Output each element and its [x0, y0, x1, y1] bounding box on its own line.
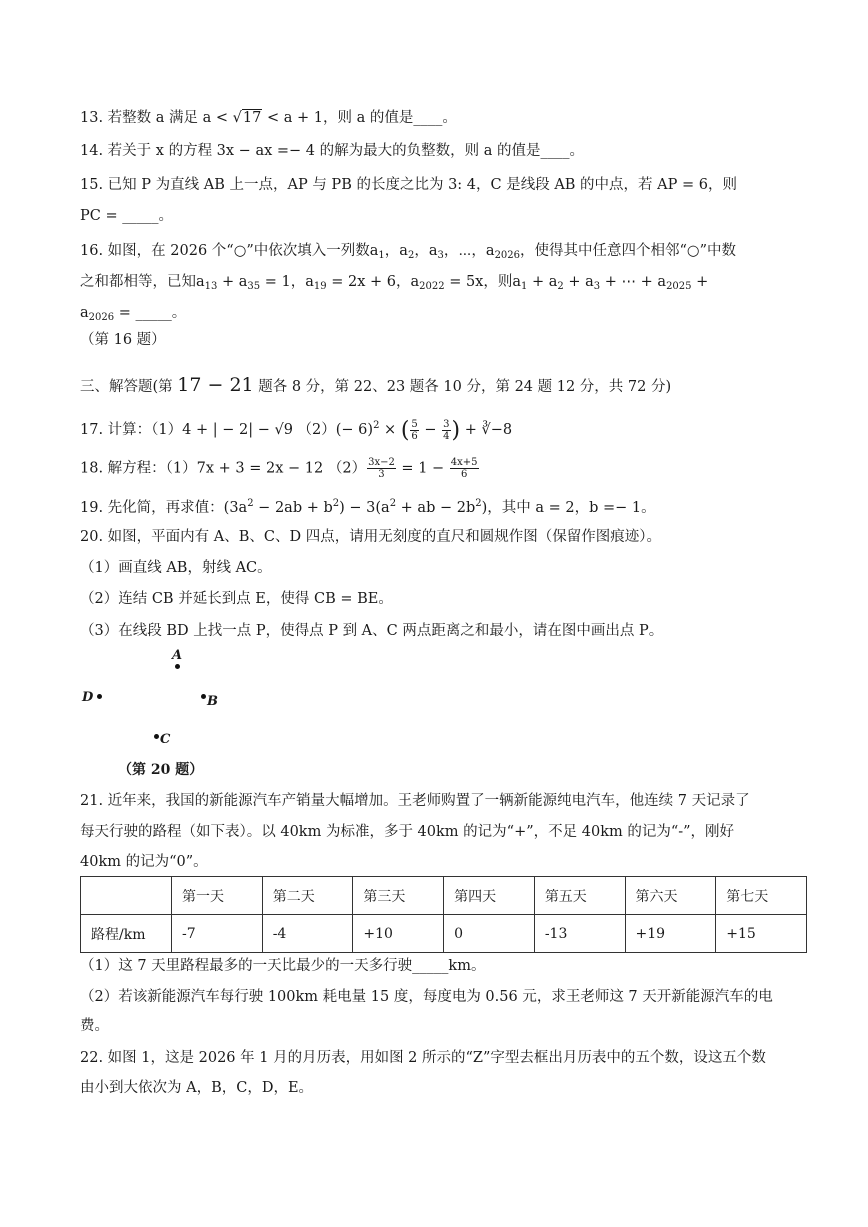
table-header-cell: 第五天 — [534, 877, 625, 915]
table-header-row — [81, 877, 807, 915]
question-14: 14. 若关于 x 的方程 3x − ax =− 4 的解为最大的负整数，则 a 的值是____。 — [80, 143, 584, 159]
table-header-cell — [81, 877, 172, 915]
mileage-table — [80, 876, 807, 953]
figure-20-caption: （第 20 题） — [118, 762, 204, 778]
table-row-label: 路程/km — [81, 915, 172, 953]
sqrt-symbol: √ — [232, 110, 242, 126]
fraction-3x-2-over-3: $\frac{3x-2}{3}$ — [368, 457, 395, 480]
question-21-line3: 40km 的记为“0”。 — [80, 854, 208, 870]
figure-16-caption: （第 16 题） — [80, 332, 166, 348]
question-22-line2: 由小到大依次为 A，B，C，D，E。 — [80, 1080, 314, 1096]
question-17: 17. 计算：（1）4 + | − 2| − √9 $(2)(- 6)^2$ × ( $\frac{5}{6}$ − $\frac{3}{4}$ ) + ∛−8 — [80, 418, 513, 443]
question-21-sub2-line2: 费。 — [80, 1018, 109, 1034]
table-cell: -13 — [534, 915, 625, 953]
question-13: 13. 若整数 a 满足 a < √17 < a + 1，则 a 的值是____。 — [80, 110, 457, 126]
question-20-line4: （3）在线段 BD 上找一点 P，使得点 P 到 A、C 两点距离之和最小，请在图中画出点 P。 — [80, 623, 664, 639]
table-header-cell: 第三天 — [353, 877, 444, 915]
section-3-header: 三、解答题(第 17 − 21 题各 8 分，第 22、23 题各 10 分，第 24 题 12 分，共 72 分) — [80, 374, 672, 396]
question-20-line1: 20. 如图，平面内有 A、B、C、D 四点，请用无刻度的直尺和圆规作图（保留作图痕迹）。 — [80, 529, 661, 545]
point-d-dot — [97, 694, 102, 699]
question-21-sub1: （1）这 7 天里路程最多的一天比最少的一天多行驶_____km。 — [80, 958, 486, 974]
fraction-5-6: $\frac{5}{6}$ — [411, 418, 418, 442]
table-cell: +10 — [353, 915, 444, 953]
fraction-4x+5-over-6: $\frac{4x+5}{6}$ — [450, 457, 478, 480]
question-21-sub2-line1: （2）若该新能源汽车每行驶 100km 耗电量 15 度，每度电为 0.56 元，求王老师这 7 天开新能源汽车的电 — [80, 989, 773, 1005]
table-cell: -4 — [262, 915, 353, 953]
question-16-line2: 之和都相等，已知$a_{13} + a_{35} = 1$，$a_{19} = 2x + 6$，$a_{2022} = 5x$，则$a_1 + a_2 + a_3$ + ⋯ + $a_{2025}$ + — [80, 274, 709, 292]
table-header-cell: 第二天 — [262, 877, 353, 915]
question-22-line1: 22. 如图 1，这是 2026 年 1 月的月历表，用如图 2 所示的“Z”字型去框出月历表中的五个数，设这五个数 — [80, 1050, 766, 1066]
point-label-c: C — [160, 732, 171, 747]
figure-20 — [80, 646, 280, 756]
table-cell: 0 — [444, 915, 535, 953]
table-header-cell: 第六天 — [625, 877, 716, 915]
point-label-a: A — [172, 648, 183, 663]
point-b-dot — [201, 694, 206, 699]
table-cell: +19 — [625, 915, 716, 953]
question-16-line3: $a_{2026}$ = _____。 — [80, 305, 187, 323]
point-label-d: D — [82, 690, 94, 705]
question-20-line3: （2）连结 CB 并延长到点 E，使得 CB = BE。 — [80, 591, 393, 607]
point-label-b: B — [207, 694, 218, 709]
table-cell: -7 — [172, 915, 263, 953]
table-row — [81, 915, 807, 953]
point-c-dot — [154, 734, 159, 739]
point-a-dot — [175, 664, 180, 669]
table-header-cell: 第一天 — [172, 877, 263, 915]
question-21-line1: 21. 近年来，我国的新能源汽车产销量大幅增加。王老师购置了一辆新能源纯电汽车，他连续 7 天记录了 — [80, 793, 750, 809]
question-15-line1: 15. 已知 P 为直线 AB 上一点，AP 与 PB 的长度之比为 3: 4，C 是线段 AB 的中点，若 AP = 6，则 — [80, 177, 737, 193]
question-15-line2: PC = _____。 — [80, 208, 173, 224]
fraction-3-4: $\frac{3}{4}$ — [443, 418, 450, 442]
question-21-line2: 每天行驶的路程（如下表）。以 40km 为标准，多于 40km 的记为“+”，不足 40km 的记为“-”，刚好 — [80, 824, 735, 840]
question-20-line2: （1）画直线 AB，射线 AC。 — [80, 560, 272, 576]
question-18: 18. 解方程：（1）7x + 3 = 2x − 12 （2） $\frac{3x-2}{3}$ = 1 − $\frac{4x+5}{6}$ — [80, 457, 478, 480]
table-cell: +15 — [716, 915, 807, 953]
table-header-cell: 第七天 — [716, 877, 807, 915]
question-19: 19. 先化简，再求值：$(3a^2 - 2ab + b^2) - 3(a^2$ + ab − $2b^2$)，其中 a = 2，b =− 1。 — [80, 498, 656, 516]
question-16-line1: 16. 如图，在 2026 个“○”中依次填入一列数$a_1$，$a_2$，$a_3$，⋯，$a_{2026}$，使得其中任意四个相邻“○”中数 — [80, 243, 736, 261]
table-header-cell: 第四天 — [444, 877, 535, 915]
